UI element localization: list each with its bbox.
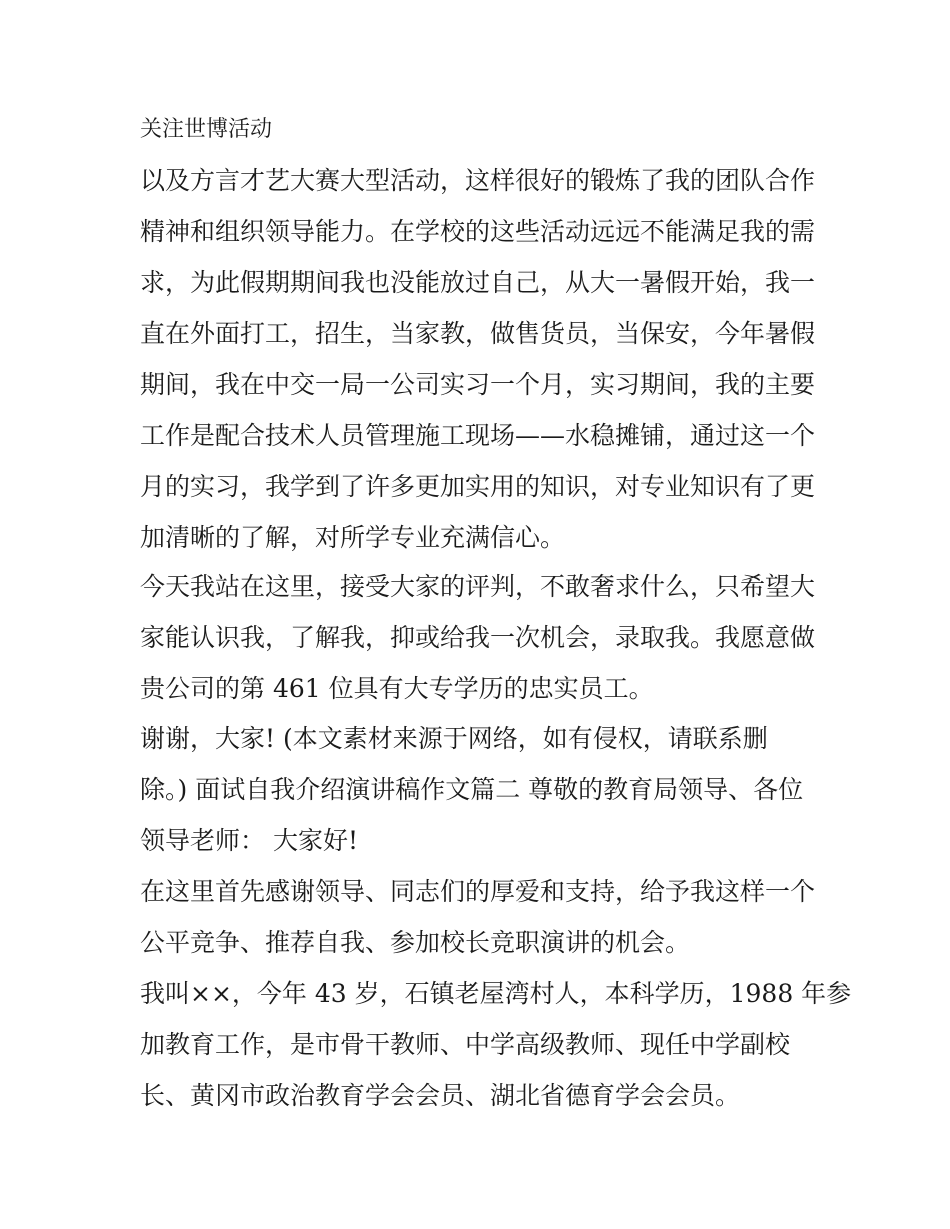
text-line: 直在外面打工，招生，当家教，做售货员，当保安，今年暑假	[140, 319, 816, 348]
text-line: 工作是配合技术人员管理施工现场——水稳摊铺，通过这一个	[140, 421, 816, 450]
text-line: 我叫××，今年 43 岁，石镇老屋湾村人，本科学历，1988 年参	[140, 979, 852, 1008]
text-line: 加清晰的了解，对所学专业充满信心。	[140, 523, 566, 552]
text-line: 除。) 面试自我介绍演讲稿作文篇二 尊敬的教育局领导、各位	[140, 775, 804, 804]
text-line: 在这里首先感谢领导、同志们的厚爱和支持，给予我这样一个	[140, 877, 816, 906]
text-line: 谢谢，大家! (本文素材来源于网络，如有侵权，请联系删	[140, 724, 768, 753]
text-line: 公平竞争、推荐自我、参加校长竞职演讲的机会。	[140, 928, 691, 957]
text-line: 以及方言才艺大赛大型活动，这样很好的锻炼了我的团队合作	[140, 166, 816, 195]
text-line: 精神和组织领导能力。在学校的这些活动远远不能满足我的需	[140, 217, 816, 246]
text-line: 月的实习，我学到了许多更加实用的知识，对专业知识有了更	[140, 472, 816, 501]
text-line: 家能认识我，了解我，抑或给我一次机会，录取我。我愿意做	[140, 623, 816, 652]
text-line: 加教育工作，是市骨干教师、中学高级教师、现任中学副校	[140, 1030, 791, 1059]
text-line: 长、黄冈市政治教育学会会员、湖北省德育学会会员。	[140, 1081, 741, 1110]
text-line: 贵公司的第 461 位具有大专学历的忠实员工。	[140, 674, 654, 703]
text-line: 期间，我在中交一局一公司实习一个月，实习期间，我的主要	[140, 370, 816, 399]
text-line: 求，为此假期期间我也没能放过自己，从大一暑假开始，我一	[140, 268, 816, 297]
text-line: 今天我站在这里，接受大家的评判，不敢奢求什么，只希望大	[140, 572, 816, 601]
text-line: 关注世博活动	[140, 117, 273, 142]
text-line: 领导老师： 大家好!	[140, 826, 358, 855]
